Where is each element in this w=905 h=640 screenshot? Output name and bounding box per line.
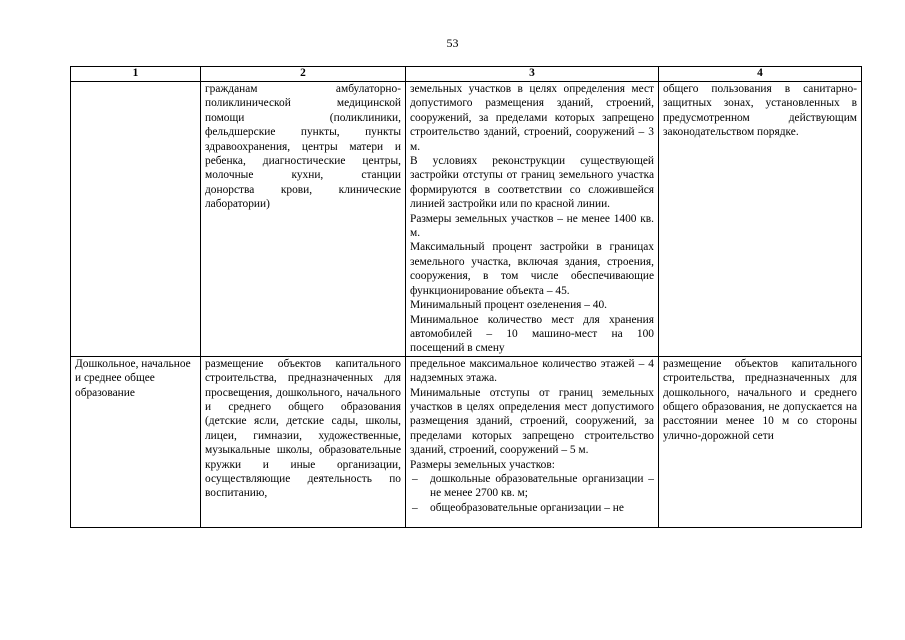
text-line: здравоохранения, центры матери и: [205, 140, 401, 153]
paragraph: размещение объектов капитального строительства, предназначенных для дошкольного, начального и среднего общего образования, не допускается на расстоянии менее 10 м со стороны улично-дорожной сети: [663, 357, 857, 442]
column-header-1: 1: [71, 67, 201, 82]
land-use-type-cell: [71, 82, 201, 357]
paragraph: В условиях реконструкции существующей застройки отступы от границ земельного участка формируются в соответствии со сложившейся линией застройки или по красной линии.: [410, 155, 654, 211]
paragraph: Размеры земельных участков:: [410, 458, 555, 471]
paragraph: общего пользования в санитарно-защитных зонах, установленных в предусмотренном действующим законодательством порядке.: [663, 83, 857, 139]
land-size-list: [410, 472, 654, 515]
paragraph: размещение объектов капитального строительства, предназначенных для просвещения, дошкольного, начального и среднего общего образования (детские ясли, детские сады, школы, лицеи, гимназии, художественные, музыкальные школы, образовательные кружки и иные организации, осуществляющие деятельность по воспитанию,: [205, 357, 401, 500]
column-header-2: 2: [201, 67, 406, 82]
list-item: – общеобразовательные организации – не: [410, 501, 654, 515]
text-line: поликлинической медицинской: [205, 97, 401, 110]
land-use-description-cell: [201, 82, 406, 357]
text-line: молочные кухни, станции: [205, 169, 401, 182]
restrictions-cell: [659, 356, 862, 527]
parameters-cell: [406, 356, 659, 527]
paragraph: Размеры земельных участков – не менее 1400 кв. м.: [410, 212, 654, 240]
text-line: донорства крови, клинические: [205, 183, 401, 196]
table-header-row: [71, 67, 862, 82]
parameters-cell: [406, 82, 659, 357]
column-header-4: 4: [659, 67, 862, 82]
land-use-type-cell: [71, 356, 201, 527]
paragraph: Минимальные отступы от границ земельных участков в целях определения мест допустимого размещения зданий, строений, сооружений, за пределами которых запрещено строительство зданий, строений, сооружений – 5 м.: [410, 386, 654, 457]
table-row: [71, 356, 862, 527]
list-item: – дошкольные образовательные организации – не менее 2700 кв. м;: [410, 472, 654, 501]
page-number: 53: [446, 36, 459, 50]
paragraph: земельных участков в целях определения мест допустимого размещения зданий, строений, сооружений, за пределами которых запрещено строительство зданий, строений, сооружений – 3 м.: [410, 83, 654, 153]
text-line: гражданам амбулаторно-: [205, 83, 401, 95]
text-line: помощи (поликлиники,: [205, 111, 401, 124]
text-line: фельдшерские пункты, пункты: [205, 126, 401, 139]
text-line: ребенка, диагностические центры,: [205, 155, 401, 168]
land-use-description-cell: [201, 356, 406, 527]
paragraph: Максимальный процент застройки в границах земельного участка, включая здания, строения, сооружения, в том числе обеспечивающие функционирование объекта – 45.: [410, 241, 654, 297]
land-use-type-label: Дошкольное, начальное и среднее общее образование: [75, 357, 191, 399]
paragraph: Минимальный процент озеленения – 40.: [410, 299, 608, 312]
text-line: лаборатории): [205, 198, 270, 211]
column-header-3: 3: [406, 67, 659, 82]
paragraph: Минимальное количество мест для хранения автомобилей – 10 машино-мест на 100 посещений в смену: [410, 313, 654, 355]
regulations-table: [70, 66, 862, 528]
restrictions-cell: [659, 82, 862, 357]
paragraph: предельное максимальное количество этажей – 4 надземных этажа.: [410, 357, 654, 385]
table-row: [71, 82, 862, 357]
